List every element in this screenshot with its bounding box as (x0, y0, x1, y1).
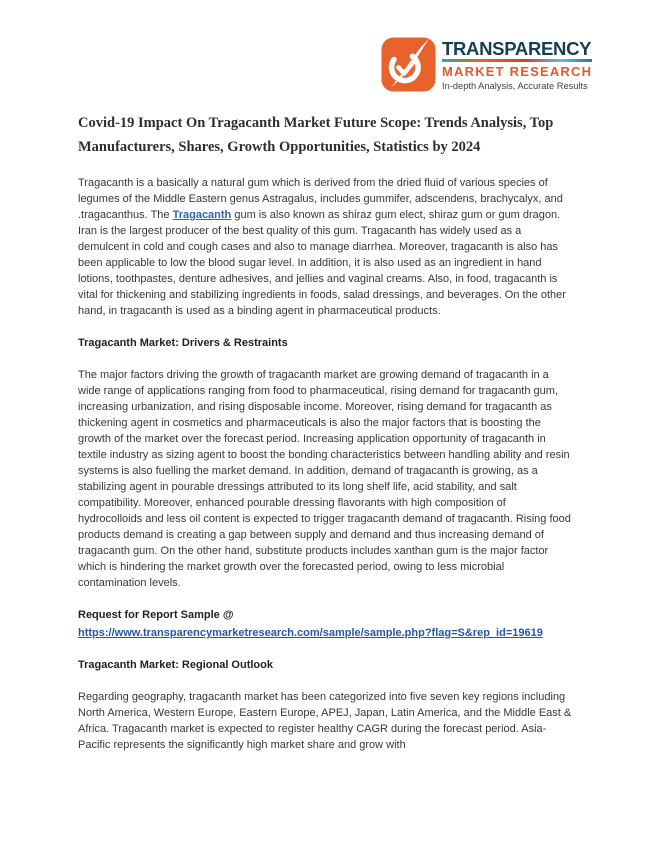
report-sample-label: Request for Report Sample @ (78, 609, 234, 621)
section-heading-regional-outlook: Tragacanth Market: Regional Outlook (78, 659, 273, 671)
report-sample-link[interactable]: https://www.transparencymarketresearch.com/sample/sample.php?flag=S&rep_id=19619 (78, 627, 543, 639)
article-body (78, 111, 572, 753)
tmr-logo (381, 37, 593, 92)
page-title: Covid-19 Impact On Tragacanth Market Future Scope: Trends Analysis, Top Manufacturers, Shares, Growth Opportunities, Statistics by 2024 (78, 115, 554, 155)
drivers-restraints-paragraph: The major factors driving the growth of tragacanth market are growing demand of tragacanth in a wide range of applications ranging from food to pharmaceutical, rising demand for tragacanth gum, increasing urbanization, and rising disposable income. Moreover, rising demand for tragacanth as thickening agent in cosmetics and pharmaceuticals is also the major factors that is boosting the growth of the market over the forecast period. Increasing application opportunity of tragacanth in textile industry as sizing agent to boost the bonding characteristics between handling ability and resin systems is also fuelling the market demand. In addition, demand of tragacanth is growing, as a stabilizing agent in pourable dressings attributed to its long shelf life, acid stability, and salt compatibility. Moreover, enhanced pourable dressing flavorants with high composition of hydrocolloids and less oil content is expected to trigger tragacanth demand of tragacanth. Rising food products demand is creating a gap between supply and demand and thus increasing demand of tragacanth gum. On the other hand, substitute products includes xanthan gum is the major factor which is hindering the market growth over the forecasted period, owing to less microbial contamination levels. (78, 369, 571, 589)
report-sample-request (78, 607, 572, 641)
logo-brand-name: TRANSPARENCY (442, 38, 592, 59)
logo-divider (442, 59, 592, 62)
tmr-logo-text (442, 37, 592, 92)
logo-tagline: In-depth Analysis, Accurate Results (442, 81, 588, 91)
tmr-logo-icon (381, 37, 436, 92)
intro-paragraph (78, 175, 572, 319)
regional-outlook-paragraph: Regarding geography, tragacanth market has been categorized into five seven key regions including North America, Western Europe, Eastern Europe, APEJ, Japan, Latin America, and the Middle East & Africa. Tragacanth market is expected to register healthy CAGR during the forecast period. Asia-Pacific represents the significantly high market share and grow with (78, 691, 572, 751)
tragacanth-link[interactable]: Tragacanth (172, 209, 232, 221)
intro-text-before: Tragacanth is a basically a natural gum which is derived from the dried fluid of various species of legumes of the Middle Eastern genus Astragalus, includes gummifer, adscendens, brachycalyx, and .tragacanthus. The (78, 177, 563, 221)
section-heading-drivers-restraints: Tragacanth Market: Drivers & Restraints (78, 337, 288, 349)
logo-brand-subname: MARKET RESEARCH (442, 64, 593, 79)
intro-text-after: gum is also known as shiraz gum elect, shiraz gum or gum dragon. Iran is the largest producer of the best quality of this gum. Tragacanth has widely used as a demulcent in cold and cough cases and also to manage diarrhea. Moreover, tragacanth is also has been applicable to low the blood sugar level. In addition, it is also used as an ingredient in hand lotions, toothpastes, denture adhesives, and jellies and vaginal creams. Also, in food, tragacanth is vital for thickening and stabilizing ingredients in foods, salad dressings, and beverages. On the other hand, in tragacanth is used as a binding agent in pharmaceutical products. (78, 209, 566, 317)
